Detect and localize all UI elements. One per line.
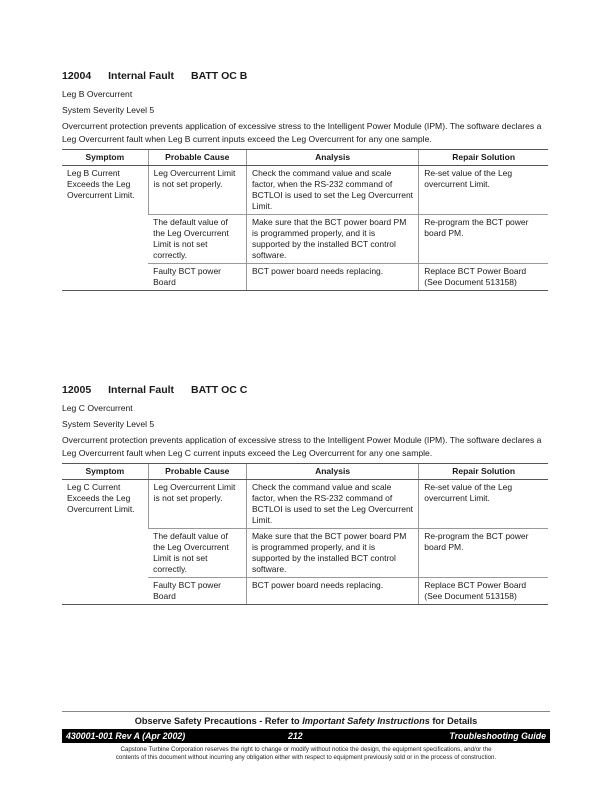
- page-number: 212: [288, 731, 303, 741]
- fault-heading: [62, 70, 550, 83]
- fault-code: 12005: [62, 384, 92, 396]
- safety-notice: [62, 714, 550, 728]
- header-probable-cause: Probable Cause: [148, 150, 246, 166]
- solution-cell: Re-program the BCT power board PM.: [419, 529, 548, 578]
- table-header-row: [62, 464, 548, 480]
- fault-name: BATT OC B: [190, 70, 248, 82]
- footer-bar: [62, 729, 550, 743]
- solution-cell: Replace BCT Power Board (See Document 513158): [419, 264, 548, 291]
- fault-description: Overcurrent protection prevents application of excessive stress to the Intelligent Power Module (IPM). The software declares a Leg Overcurrent fault when Leg B current inputs exceed the Leg Overcurrent for any one sample.: [62, 121, 542, 144]
- cause-cell: Faulty BCT power Board: [148, 264, 246, 291]
- disclaimer: [62, 746, 550, 762]
- safety-reference: Important Safety Instructions: [302, 716, 430, 726]
- analysis-cell: Make sure that the BCT power board PM is programmed properly, and it is supported by the installed BCT control software.: [246, 215, 418, 264]
- analysis-cell: Check the command value and scale factor, when the RS-232 command of BCTLOI is used to set the Leg Overcurrent Limit.: [246, 166, 418, 215]
- fault-kind: Internal Fault: [108, 384, 175, 396]
- header-analysis: Analysis: [246, 150, 418, 166]
- header-repair-solution: Repair Solution: [419, 464, 548, 480]
- cause-cell: The default value of the Leg Overcurrent Limit is not set correctly.: [148, 529, 246, 578]
- symptom-cell: Leg B Current Exceeds the Leg Overcurrent Limit.: [62, 166, 148, 291]
- symptom-cell: Leg C Current Exceeds the Leg Overcurrent Limit.: [62, 480, 148, 605]
- troubleshooting-table: [62, 149, 548, 291]
- safety-suffix: for Details: [429, 716, 478, 726]
- fault-heading: [62, 384, 550, 397]
- cause-cell: Leg Overcurrent Limit is not set properly.: [148, 480, 246, 529]
- table-row: [62, 480, 548, 529]
- analysis-cell: Check the command value and scale factor, when the RS-232 command of BCTLOI is used to set the Leg Overcurrent Limit.: [246, 480, 418, 529]
- header-symptom: Symptom: [62, 464, 148, 480]
- fault-severity: System Severity Level 5: [62, 419, 155, 429]
- cause-cell: Faulty BCT power Board: [148, 578, 246, 605]
- fault-subtitle: Leg C Overcurrent: [62, 403, 133, 413]
- document-id: 430001-001 Rev A (Apr 2002): [66, 731, 186, 741]
- fault-kind: Internal Fault: [108, 70, 175, 82]
- fault-description: Overcurrent protection prevents application of excessive stress to the Intelligent Power Module (IPM). The software declares a Leg Overcurrent fault when Leg C current inputs exceed the Leg Overcurrent for any one sample.: [62, 435, 542, 458]
- solution-cell: Re-program the BCT power board PM.: [419, 215, 548, 264]
- guide-title: Troubleshooting Guide: [449, 731, 546, 741]
- analysis-cell: BCT power board needs replacing.: [246, 264, 418, 291]
- header-symptom: Symptom: [62, 150, 148, 166]
- disclaimer-line: Capstone Turbine Corporation reserves the right to change or modify without notice the design, the equipment specifications, and/or the: [120, 746, 492, 753]
- fault-code: 12004: [62, 70, 92, 82]
- solution-cell: Re-set value of the Leg overcurrent Limit.: [419, 480, 548, 529]
- fault-section-12004: [62, 70, 550, 291]
- analysis-cell: BCT power board needs replacing.: [246, 578, 418, 605]
- table-row: [62, 166, 548, 215]
- troubleshooting-table: [62, 463, 548, 605]
- table-header-row: [62, 150, 548, 166]
- fault-severity: System Severity Level 5: [62, 105, 155, 115]
- fault-name: BATT OC C: [190, 384, 248, 396]
- cause-cell: Leg Overcurrent Limit is not set properly.: [148, 166, 246, 215]
- solution-cell: Replace BCT Power Board (See Document 513158): [419, 578, 548, 605]
- footer-divider: [62, 711, 550, 712]
- header-repair-solution: Repair Solution: [419, 150, 548, 166]
- solution-cell: Re-set value of the Leg overcurrent Limit.: [419, 166, 548, 215]
- fault-subtitle: Leg B Overcurrent: [62, 89, 133, 99]
- cause-cell: The default value of the Leg Overcurrent Limit is not set correctly.: [148, 215, 246, 264]
- page-footer: [62, 711, 550, 762]
- analysis-cell: Make sure that the BCT power board PM is programmed properly, and it is supported by the installed BCT control software.: [246, 529, 418, 578]
- disclaimer-line: contents of this document without incurring any obligation either with respect to equipment previously sold or in the process of construction.: [115, 754, 497, 761]
- header-probable-cause: Probable Cause: [148, 464, 246, 480]
- header-analysis: Analysis: [246, 464, 418, 480]
- safety-prefix: Observe Safety Precautions - Refer to: [134, 716, 303, 726]
- fault-section-12005: [62, 384, 550, 605]
